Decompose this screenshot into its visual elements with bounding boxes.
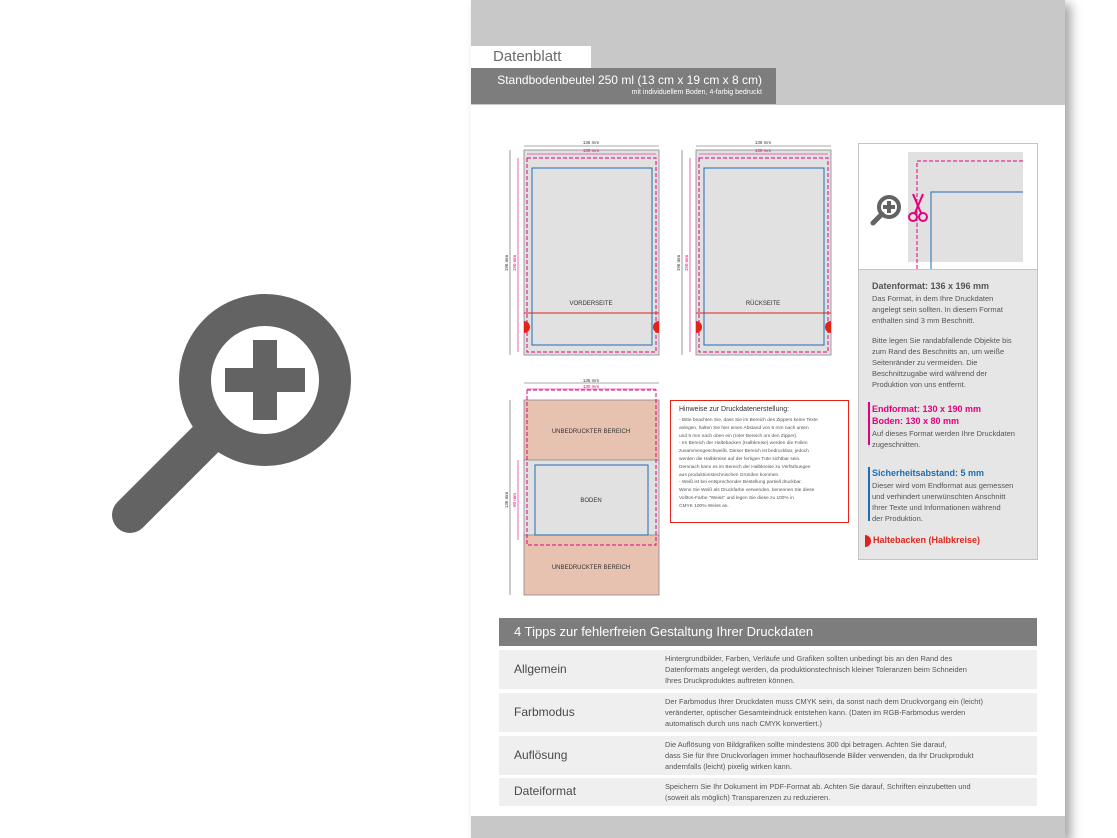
- info-line: Produktion von uns entfernt.: [872, 380, 966, 389]
- bottom-label: BODEN: [580, 498, 602, 504]
- tip-description: [665, 696, 1030, 729]
- info-line: und verhindert unerwünschten Anschnitt: [872, 492, 1006, 501]
- tip-line: Hintergrundbilder, Farben, Verläufe und Grafiken sollten unbedingt bis an den Rand des: [665, 654, 953, 663]
- zoom-in-icon[interactable]: [873, 197, 899, 223]
- end-format-marker: [868, 402, 870, 445]
- hint-line: und 5 mm nach oben ein (roter Bereich um den Zipper).: [679, 433, 798, 439]
- footer-band: [471, 816, 1065, 838]
- info-panel: [858, 143, 1038, 560]
- dim-label: 196 mm: [504, 254, 509, 272]
- dim-label: 136 mm: [582, 140, 600, 145]
- tips-header: [499, 618, 1037, 646]
- tip-row: [499, 778, 1037, 806]
- hint-line: zusammengeschweißt. Dieser Bereich ist bedruckbar, jedoch: [679, 449, 809, 455]
- pouch-diagram: [501, 135, 861, 600]
- hint-line: Vollton-Farbe "Weiss" und legen Sie diese zu 100% in: [679, 495, 794, 501]
- tip-line: Die Auflösung von Bildgrafiken sollte mindestens 300 dpi betragen. Achten Sie darauf,: [665, 740, 947, 749]
- hints-box: [670, 400, 849, 523]
- safety-marker: [868, 467, 870, 521]
- tip-label: Allgemein: [514, 662, 567, 676]
- hint-line: Wenn Sie Weiß als Druckfarbe verwenden, benennen Sie diese: [679, 488, 815, 494]
- tip-description: [665, 739, 1030, 772]
- info-line: Bitte legen Sie randabfallende Objekte bis: [872, 336, 1012, 345]
- dim-label: 190 mm: [684, 254, 689, 272]
- hint-line: Demnach kann es im Bereich der Halbkreise zu Verfärbungen: [679, 464, 811, 470]
- info-line: zum Rand des Beschnitts an, um weiße: [872, 347, 1005, 356]
- tip-line: andernfalls (leicht) pixelig wirken kann.: [665, 762, 792, 771]
- info-line: der Produktion.: [872, 514, 923, 523]
- tip-line: Der Farbmodus Ihrer Druckdaten muss CMYK sein, da sonst nach dem Druckvorgang ein (leicht): [665, 697, 983, 706]
- dim-label: 136 mm: [504, 491, 509, 509]
- tip-line: automatisch durch uns nach CMYK konvertiert.): [665, 719, 822, 728]
- product-title: Standbodenbeutel 250 ml (13 cm x 19 cm x 8 cm): [497, 73, 762, 87]
- hint-line: CMYK 100% Weiss an.: [679, 503, 729, 509]
- hint-line: - Weiß ist bei entsprechender Bestellung partiell druckbar.: [679, 480, 802, 486]
- datasheet-tab-label: Datenblatt: [493, 48, 562, 65]
- product-subtitle: mit individuellem Boden, 4-farbig bedruckt: [631, 89, 762, 96]
- tip-line: (soweit als möglich) Transparenzen zu reduzieren.: [665, 793, 831, 802]
- tip-row: [499, 650, 1037, 689]
- info-line: Auf dieses Format werden Ihre Druckdaten: [872, 429, 1015, 438]
- dim-label: 190 mm: [512, 254, 517, 272]
- hints-title: Hinweise zur Druckdatenerstellung:: [679, 406, 790, 413]
- hint-line: - Im Bereich der Haltebacken (Halbkreise) werden die Folien: [679, 441, 808, 447]
- front-panel: [504, 140, 659, 355]
- tip-label: Auflösung: [514, 748, 568, 762]
- hint-line: werden die Halbkreise auf der fertigen Tüte sichtbar sein.: [679, 456, 801, 462]
- tip-line: veränderter, optischer Gesamteindruck entstehen kann. (Daten im RGB-Farbmodus werden: [665, 708, 966, 717]
- bottom-format-title: Boden: 130 x 80 mm: [872, 416, 960, 426]
- tips-title: 4 Tipps zur fehlerfreien Gestaltung Ihrer Druckdaten: [514, 624, 814, 639]
- dim-label: 80 mm: [512, 493, 517, 507]
- dim-label: 136 mm: [582, 378, 600, 383]
- data-format-title: Datenformat: 136 x 196 mm: [872, 281, 990, 291]
- tip-line: Speichern Sie Ihr Dokument im PDF-Format ab. Achten Sie darauf, Schriften einzubetten und: [665, 782, 971, 791]
- dim-label: 130 mm: [754, 148, 772, 153]
- half-circle-marker: [865, 535, 871, 547]
- unprinted-label-top: UNBEDRUCKTER BEREICH: [551, 429, 631, 435]
- info-line: Ihrer Texte und Informationen während: [872, 503, 1001, 512]
- tip-description: [665, 781, 1030, 803]
- zoom-detail: [859, 144, 1037, 270]
- info-line: enthalten sind 3 mm Beschnitt.: [872, 316, 975, 325]
- dim-label: 130 mm: [582, 384, 600, 389]
- front-label: VORDERSEITE: [569, 301, 613, 307]
- hint-line: anlegen, halten Sie hier einen Abstand von 5 mm nach unten: [679, 425, 809, 431]
- bleed-text: [872, 335, 1012, 390]
- info-line: Seitenränder zu vermeiden. Die: [872, 358, 978, 367]
- safety-text: [872, 480, 1013, 524]
- bottom-panel: [504, 378, 659, 595]
- tip-line: Datenformats angelegt werden, da produktionstechnisch kleiner Toleranzen beim Schneiden: [665, 665, 967, 674]
- tip-row: [499, 693, 1037, 732]
- hint-line: aus produktionstechnischen Gründen kommen.: [679, 472, 780, 478]
- data-format-text: [872, 293, 1003, 326]
- tip-row: [499, 736, 1037, 775]
- jaws-label: Haltebacken (Halbkreise): [873, 535, 981, 545]
- tip-label: Farbmodus: [514, 705, 575, 719]
- safety-title: Sicherheitsabstand: 5 mm: [872, 468, 985, 478]
- dim-label: 130 mm: [582, 148, 600, 153]
- datasheet-tab: [471, 46, 591, 68]
- tip-label: Dateiformat: [514, 784, 577, 798]
- product-header: [471, 68, 776, 104]
- end-format-title: Endformat: 130 x 190 mm: [872, 404, 982, 414]
- info-line: angelegt sein sollten. In diesem Format: [872, 305, 1003, 314]
- back-panel: [676, 140, 831, 355]
- tip-line: dass Sie für Ihre Druckvorlagen immer hochauflösende Bilder verwenden, da Ihr Druckprodukt: [665, 751, 974, 760]
- dim-label: 196 mm: [676, 254, 681, 272]
- tip-line: Ihres Druckproduktes auftreten können.: [665, 676, 795, 685]
- tip-description: [665, 653, 1030, 686]
- end-format-text: [872, 428, 1015, 450]
- datasheet-page: [471, 0, 1065, 838]
- unprinted-label-bottom: UNBEDRUCKTER BEREICH: [551, 565, 631, 571]
- zoom-in-icon[interactable]: [100, 290, 360, 550]
- info-line: Dieser wird vom Endformat aus gemessen: [872, 481, 1014, 490]
- zoom-detail-graphic: [859, 144, 1037, 269]
- hints-body: [679, 417, 841, 511]
- info-line: Beschnittzugabe wird während der: [872, 369, 988, 378]
- back-label: RÜCKSEITE: [745, 301, 781, 307]
- dim-label: 136 mm: [754, 140, 772, 145]
- hint-line: - Bitte beachten Sie, dass Sie im Bereich des Zippers keine Texte: [679, 418, 818, 423]
- info-line: zugeschnitten.: [872, 440, 921, 449]
- info-line: Das Format, in dem Ihre Druckdaten: [872, 294, 994, 303]
